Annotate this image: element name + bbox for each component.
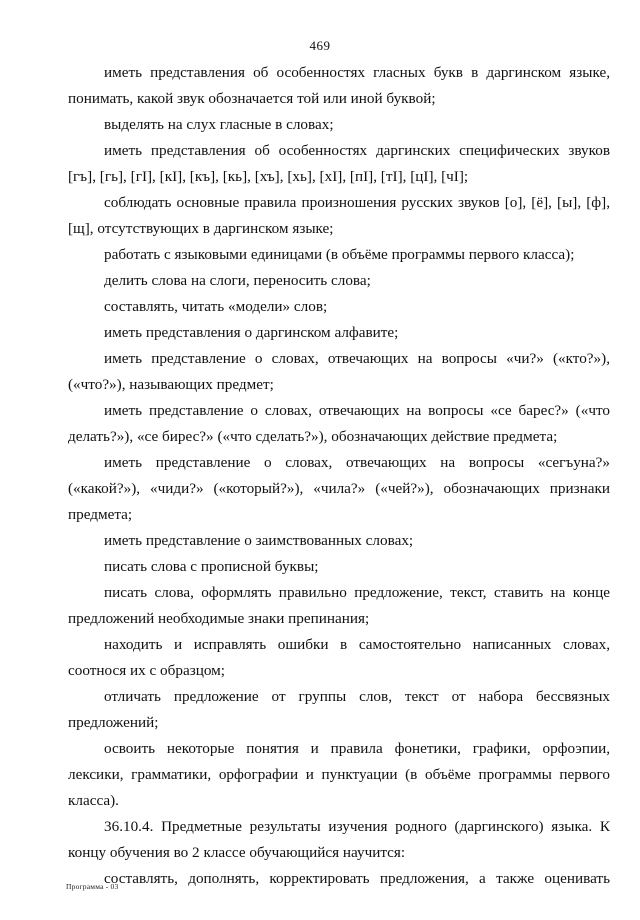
paragraph: составлять, читать «модели» слов; <box>104 298 328 315</box>
page-number: 469 <box>309 38 331 53</box>
paragraph: работать с языковыми единицами (в объёме программы первого класса); <box>104 246 575 263</box>
document-body <box>68 60 610 892</box>
footer-label: Программа - 03 <box>66 882 119 891</box>
paragraph: соблюдать основные правила произношения русских звуков [о], [ё], [ы], [ф], [щ], отсутствующих в даргинском языке; <box>68 194 610 237</box>
paragraph: находить и исправлять ошибки в самостоятельно написанных словах, соотнося их с образцом; <box>68 636 610 679</box>
paragraph: освоить некоторые понятия и правила фонетики, графики, орфоэпии, лексики, грамматики, орфографии и пунктуации (в объёме программы первого класса). <box>68 740 610 809</box>
paragraph: писать слова, оформлять правильно предложение, текст, ставить на конце предложений необходимые знаки препинания; <box>68 584 610 627</box>
paragraph: иметь представление о словах, отвечающих на вопросы «чи?» («кто?»), («что?»), называющих предмет; <box>68 350 610 393</box>
paragraph: выделять на слух гласные в словах; <box>104 116 334 133</box>
paragraph: составлять, дополнять, корректировать предложения, а также оценивать <box>104 870 610 887</box>
paragraph: делить слова на слоги, переносить слова; <box>104 272 371 289</box>
paragraph: иметь представления о даргинском алфавите; <box>104 324 399 341</box>
paragraph: иметь представление о словах, отвечающих на вопросы «се барес?» («что делать?»), «се бирес?» («что сделать?»), обозначающих действие предмета; <box>68 402 610 445</box>
paragraph: писать слова с прописной буквы; <box>104 558 319 575</box>
paragraph: иметь представление о словах, отвечающих на вопросы «сегъуна?» («какой?»), «чиди?» («который?»), «чила?» («чей?»), обозначающих признаки предмета; <box>68 454 610 523</box>
paragraph: отличать предложение от группы слов, текст от набора бессвязных предложений; <box>68 688 610 731</box>
paragraph: иметь представления об особенностях гласных букв в даргинском языке, понимать, какой звук обозначается той или иной буквой; <box>68 64 610 107</box>
section-heading-paragraph: 36.10.4. Предметные результаты изучения родного (даргинского) языка. К концу обучения во 2 классе обучающийся научится: <box>68 818 610 861</box>
paragraph: иметь представление о заимствованных словах; <box>104 532 414 549</box>
paragraph: иметь представления об особенностях даргинских специфических звуков [гъ], [гь], [гI], [кI], [къ], [кь], [хъ], [хь], [хI], [пI], [тI], [цI], [чI]; <box>68 142 610 185</box>
